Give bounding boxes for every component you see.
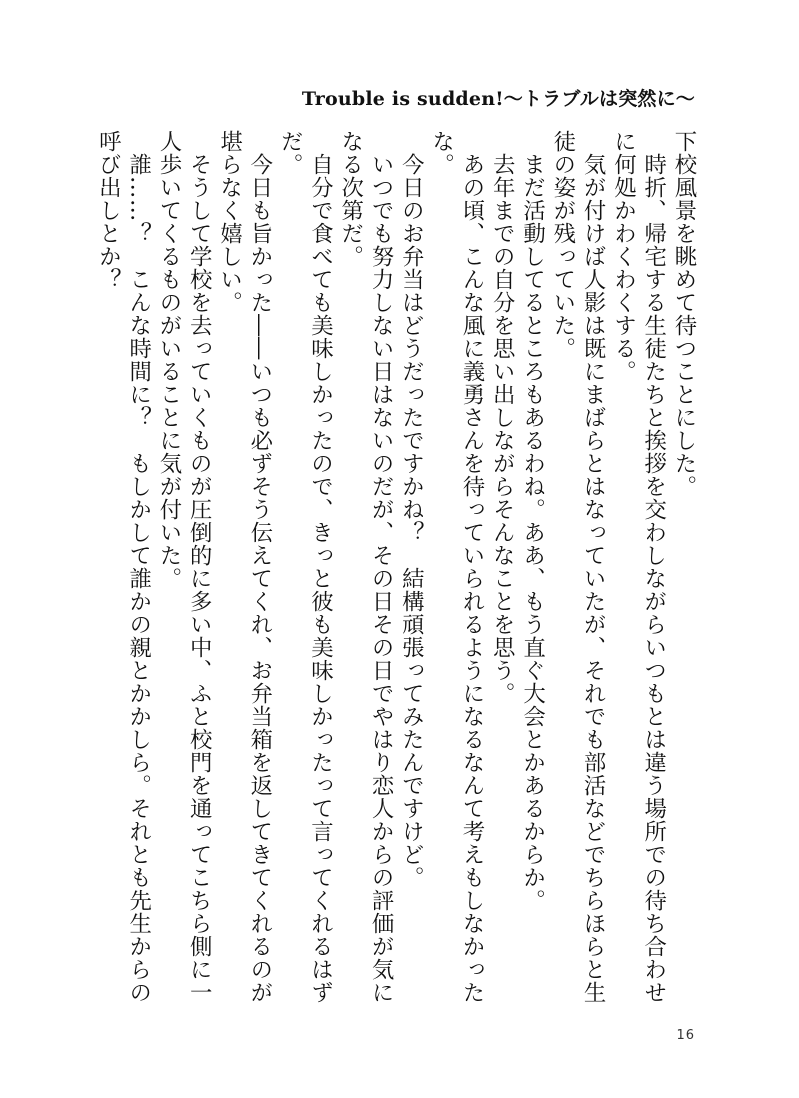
paragraph: 時折、帰宅する生徒たちと挨拶を交わしながらいつもとは違う場所での待ち合わせに何処かわくわくする。 — [610, 130, 667, 1004]
paragraph: そうして学校を去っていくものが圧倒的に多い中、ふと校門を通ってこちら側に一人歩いてくるものがいることに気が付いた。 — [155, 130, 213, 1004]
paragraph: 誰……？ こんな時間に？ もしかして誰かの親とかかしら。それとも先生からの呼び出しとか？ — [95, 130, 152, 1004]
page-number: 16 — [676, 1028, 695, 1043]
paragraph: いつでも努力しない日はないのだが、その日その日でやはり恋人からの評価が気になる次第だ。 — [337, 130, 395, 1004]
paragraph: 今日のお弁当はどうだったですかね？ 結構頑張ってみたんですけど。 — [398, 130, 425, 889]
running-header: Trouble is sudden!〜トラブルは突然に〜 — [301, 88, 695, 110]
paragraph: 下校風景を眺めて待つことにした。 — [671, 130, 697, 498]
vertical-body-text — [93, 130, 699, 1010]
paragraph: 去年までの自分を思い出しながらそんなことを思う。 — [489, 130, 516, 705]
paragraph: あの頃、こんな風に義勇さんを待っていられるようになるなんて考えもしなかったな。 — [428, 130, 485, 1004]
paragraph: 今日も旨かった――いつも必ずそう伝えてくれ、お弁当箱を返してきてくれるのが堪らなく嬉しい。 — [216, 130, 273, 1004]
paragraph: まだ活動してるところもあるわね。ああ、もう直ぐ大会とかあるからか。 — [519, 130, 546, 912]
paragraph: 自分で食べても美味しかったので、きっと彼も美味しかったって言ってくれるはずだ。 — [277, 130, 334, 1004]
paragraph: 気が付けば人影は既にまばらとはなっていたが、それでも部活などでちらほらと生徒の姿が残っていた。 — [549, 130, 607, 1004]
